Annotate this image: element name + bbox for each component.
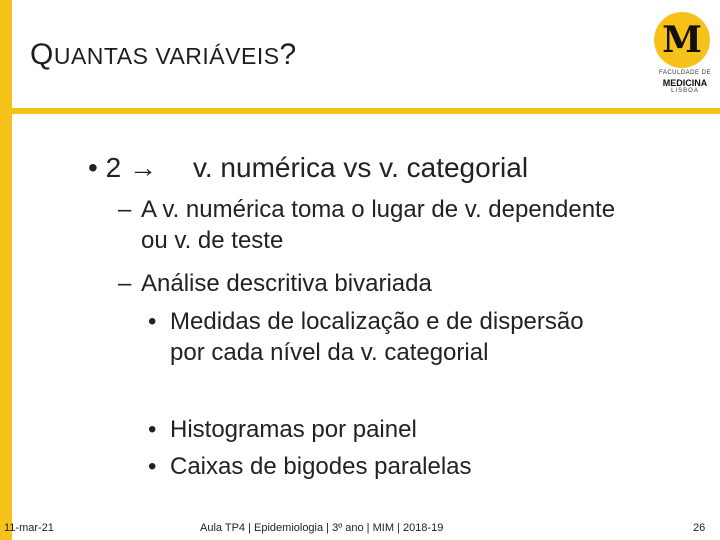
dash-marker: – (118, 270, 132, 297)
bullet-dot: • (148, 308, 157, 335)
bullet-level1-text: v. numérica vs v. categorial (192, 152, 529, 183)
sub-sub-bullet-text: Histogramas por painel (170, 416, 417, 443)
logo-main-text: MEDICINA (662, 78, 708, 88)
sub-sub-bullet-text: Medidas de localização e de dispersão por cada nível da v. categorial (170, 308, 584, 366)
title-question-mark: ? (279, 38, 297, 71)
footer-page-number: 26 (693, 522, 706, 534)
bullet-level1 (88, 152, 528, 184)
dash-marker: – (118, 196, 132, 223)
bullet-dot: • (88, 152, 98, 183)
sub-sub-bullet (148, 451, 618, 482)
logo-sub-text: LISBOA (671, 88, 699, 94)
sub-bullet-text: Análise descritiva bivariada (141, 270, 432, 297)
logo-glyph: M (662, 19, 702, 61)
arrow-icon: → (128, 152, 157, 183)
title-middle: UANTAS VARIÁVEIS (53, 43, 280, 69)
footer-date: 11-mar-21 (4, 522, 54, 534)
footer-course: Aula TP4 | Epidemiologia | 3º ano | MIM | 2018-19 (200, 522, 444, 534)
sub-sub-bullet (148, 414, 618, 445)
logo-small-text: FACULDADE DE (658, 70, 711, 76)
title-first-letter: Q (30, 38, 54, 71)
bullet-dot: • (148, 453, 157, 480)
bullet-number: 2 (105, 152, 122, 183)
sub-bullet-text: A v. numérica toma o lugar de v. dependente ou v. de teste (141, 196, 616, 254)
sub-bullet (118, 268, 618, 299)
bullet-dot: • (148, 416, 157, 443)
sub-sub-bullet-text: Caixas de bigodes paralelas (170, 453, 472, 480)
sub-sub-bullet (148, 306, 618, 368)
sub-bullet (118, 194, 618, 256)
